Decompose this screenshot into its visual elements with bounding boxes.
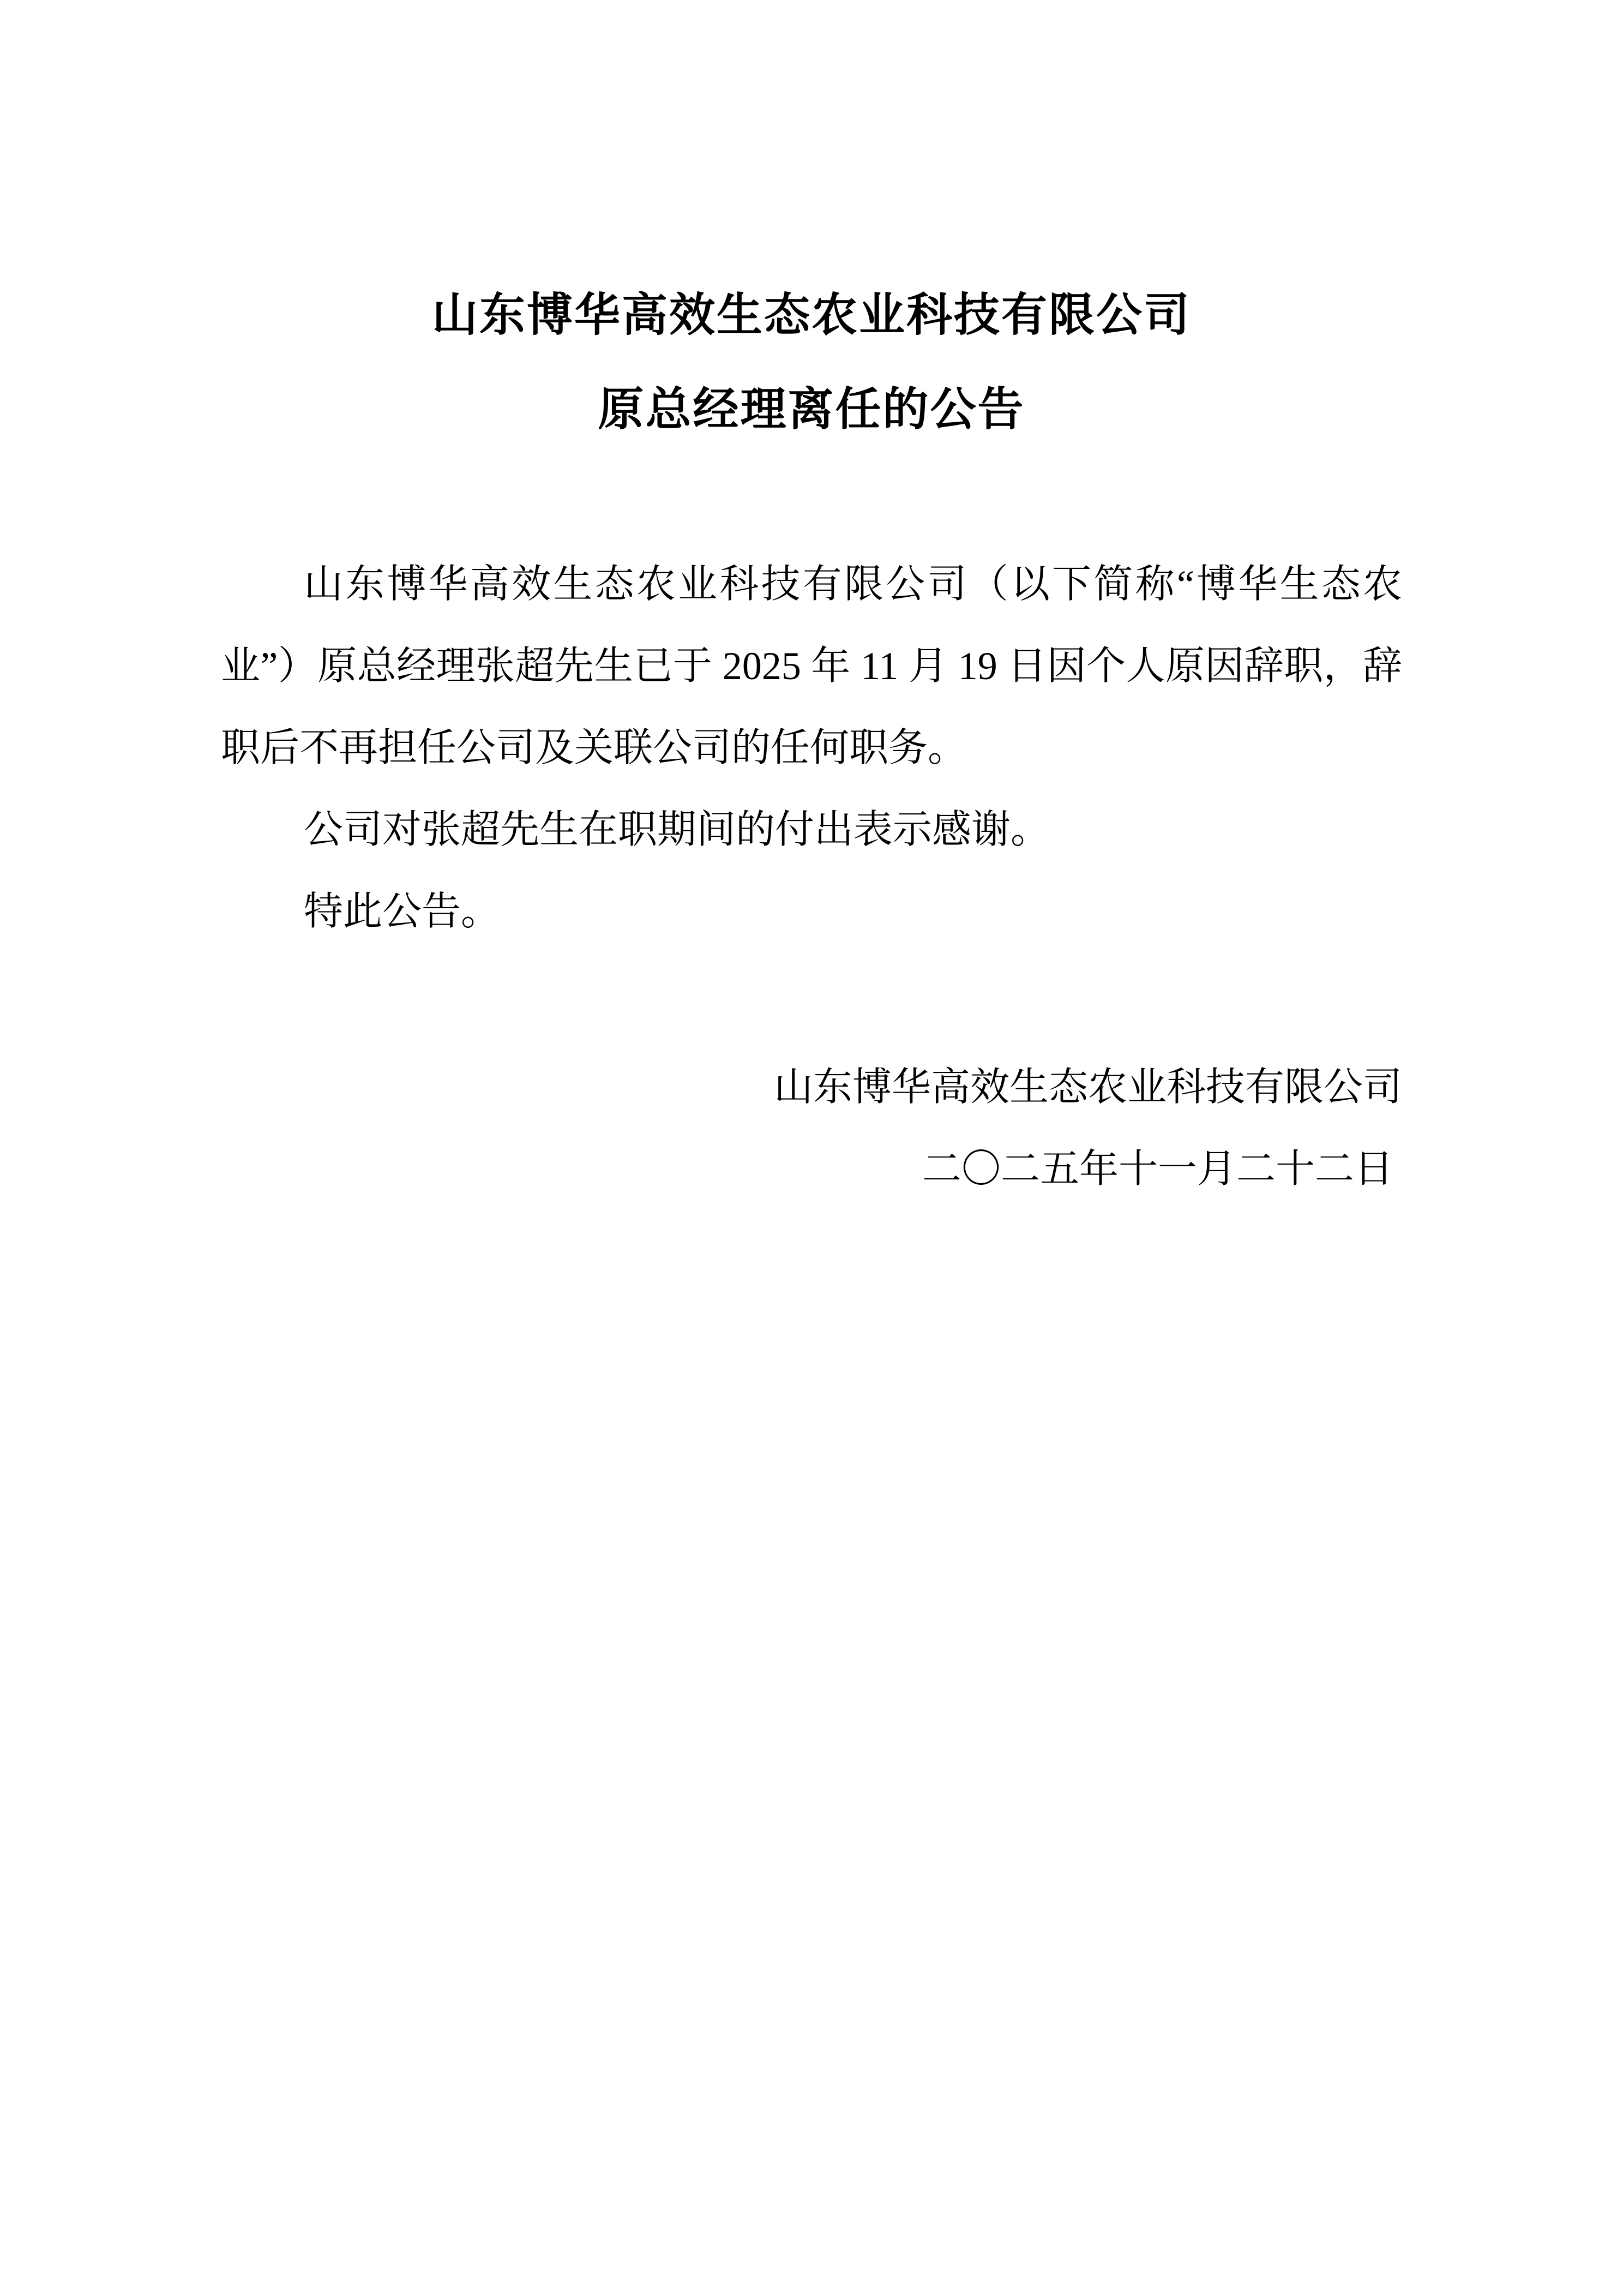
document-title-line-2: 原总经理离任的公告: [598, 385, 1025, 435]
signature-block: [221, 1046, 1402, 1210]
body-paragraph-1: 山东博华高效生态农业科技有限公司（以下简称“博华生态农业”）原总经理张超先生已于 2025 年 11 月 19 日因个人原因辞职，辞职后不再担任公司及关联公司的任何职务。: [221, 562, 1402, 770]
body-paragraph-2: 公司对张超先生在职期间的付出表示感谢。: [304, 808, 1050, 852]
signature-date: 二〇二五年十一月二十二日: [922, 1147, 1393, 1191]
document-title-line-1: 山东博华高效生态农业科技有限公司: [431, 290, 1191, 341]
document-body: [221, 543, 1402, 952]
body-paragraph-3: 特此公告。: [304, 890, 501, 933]
signature-company-name: 山东博华高效生态农业科技有限公司: [773, 1065, 1402, 1109]
